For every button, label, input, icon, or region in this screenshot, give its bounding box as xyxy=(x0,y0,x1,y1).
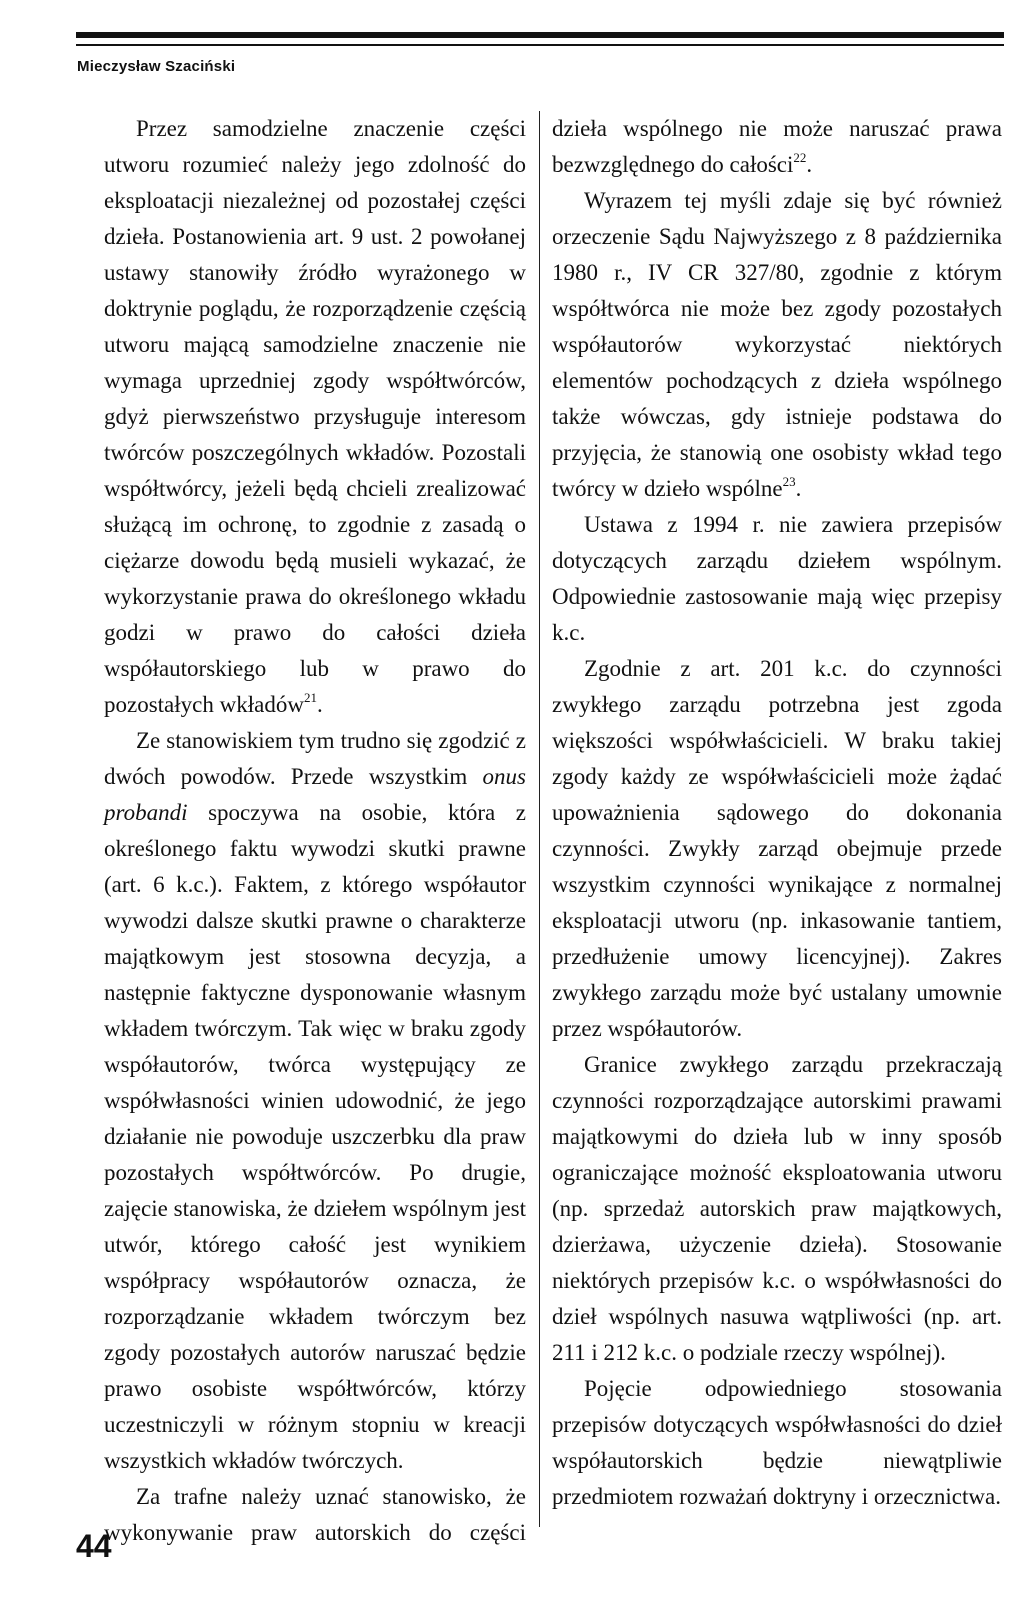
left-paragraph-1-text: Przez samodzielne znaczenie części utworu rozumieć należy jego zdolność do eksploatacji niezależnej od pozostałej części dzieła. Postanowienia art. 9 ust. 2 powołanej ustawy stanowiły źródło wyrażonego w doktrynie poglądu, że rozporządzenie częścią utworu mającą samodzielne znaczenie nie wymaga uprzedniej zgody współtwórców, gdyż pierwszeństwo przysługuje interesom twórców poszczególnych wkładów. Pozostali współtwórcy, jeżeli będą chcieli zrealizować służącą im ochronę, to zgodnie z zasadą o ciężarze dowodu będą musieli wykazać, że wykorzystanie prawa do określonego wkładu godzi w prawo do całości dzieła współautorskiego lub w prawo do pozostałych wkładów xyxy=(104,116,526,717)
right-paragraph-1-text: Wyrazem tej myśli zdaje się być również orzeczenie Sądu Najwyższego z 8 października 1980 r., IV CR 327/80, zgodnie z którym współtwórca nie może bez zgody pozostałych współautorów wykorzystać niektórych elementów pochodzących z dzieła wspólnego także wówczas, gdy istnieje podstawa do przyjęcia, że stanowią one osobisty wkład tego twórcy w dzieło wspólne xyxy=(552,188,1002,501)
left-paragraph-2 xyxy=(104,723,526,1479)
right-paragraph-4: Granice zwykłego zarządu przekraczają czynności rozporządzające autorskimi prawami majątkowymi do dzieła lub w inny sposób ograniczające możność eksploatowania utworu (np. sprzedaż autorskich praw majątkowych, dzierżawa, użyczenie dzieła). Stosowanie niektórych przepisów k.c. o współwłasności do dzieł wspólnych nasuwa wątpliwości (np. art. 211 i 212 k.c. o podziale rzeczy wspólnej). xyxy=(552,1052,1002,1365)
right-paragraph-1-end: . xyxy=(795,476,802,501)
right-paragraph-1 xyxy=(552,183,1002,507)
right-column xyxy=(552,111,1002,1515)
column-divider xyxy=(539,111,540,1527)
right-paragraph-0-text: dzieła wspólnego nie może naruszać prawa bezwzględnego do całości xyxy=(552,116,1002,177)
latin-term-onus-probandi: onus probandi xyxy=(104,764,526,825)
header-rule-thin xyxy=(76,44,1004,46)
footnote-ref-22: 22 xyxy=(793,150,807,166)
header-rule-thick xyxy=(76,32,1004,38)
right-paragraph-3: Zgodnie z art. 201 k.c. do czynności zwykłego zarządu potrzebna jest zgoda większości współwłaścicieli. W braku takiej zgody każdy ze współwłaścicieli może żądać upoważnienia sądowego do dokonania czynności. Zwykły zarząd obejmuje przede wszystkim czynności wynikające z normalnej eksploatacji utworu (np. inkasowanie tantiem, przedłużenie umowy licencyjnej). Zakres zwykłego zarządu może być ustalany umownie przez współautorów. xyxy=(552,656,1002,1041)
footnote-ref-21: 21 xyxy=(303,690,317,706)
left-paragraph-2-text-b: spoczywa na osobie, która z określonego faktu wywodzi skutki prawne (art. 6 k.c.). Faktem, z którego współautor wywodzi dalsze skutki prawne o charakterze majątkowym jest stosowna decyzja, a następnie faktyczne dysponowanie własnym wkładem twórczym. Tak więc w braku zgody współautorów, twórca występujący ze współwłasności winien udowodnić, że jego działanie nie powoduje uszczerbku dla praw pozostałych współtwórców. Po drugie, zajęcie stanowiska, że dziełem wspólnym jest utwór, którego całość jest wynikiem współpracy współautorów oznacza, że rozporządzanie wkładem twórczym bez zgody pozostałych autorów naruszać będzie prawo osobiste współtwórców, którzy uczestniczyli w różnym stopniu w kreacji wszystkich wkładów twórczych. xyxy=(104,800,526,1473)
right-paragraph-0 xyxy=(552,111,1002,183)
left-paragraph-1 xyxy=(104,111,526,723)
right-paragraph-0-end: . xyxy=(806,152,813,177)
left-paragraph-1-end: . xyxy=(316,692,323,717)
left-paragraph-2-text-a: Ze stanowiskiem tym trudno się zgodzić z dwóch powodów. Przede wszystkim xyxy=(104,728,526,789)
running-head-author: Mieczysław Szaciński xyxy=(77,58,236,75)
right-paragraph-5: Pojęcie odpowiedniego stosowania przepisów dotyczących współwłasności do dzieł współautorskich będzie niewątpliwie przedmiotem rozważań doktryny i orzecznictwa. xyxy=(552,1376,1002,1509)
page-number: 44 xyxy=(76,1528,112,1564)
left-paragraph-3: Za trafne należy uznać stanowisko, że wykonywanie praw autorskich do części xyxy=(104,1484,526,1545)
left-column xyxy=(104,111,526,1551)
right-paragraph-2: Ustawa z 1994 r. nie zawiera przepisów dotyczących zarządu dziełem wspólnym. Odpowiednie zastosowanie mają więc przepisy k.c. xyxy=(552,512,1002,645)
footnote-ref-23: 23 xyxy=(782,474,796,490)
